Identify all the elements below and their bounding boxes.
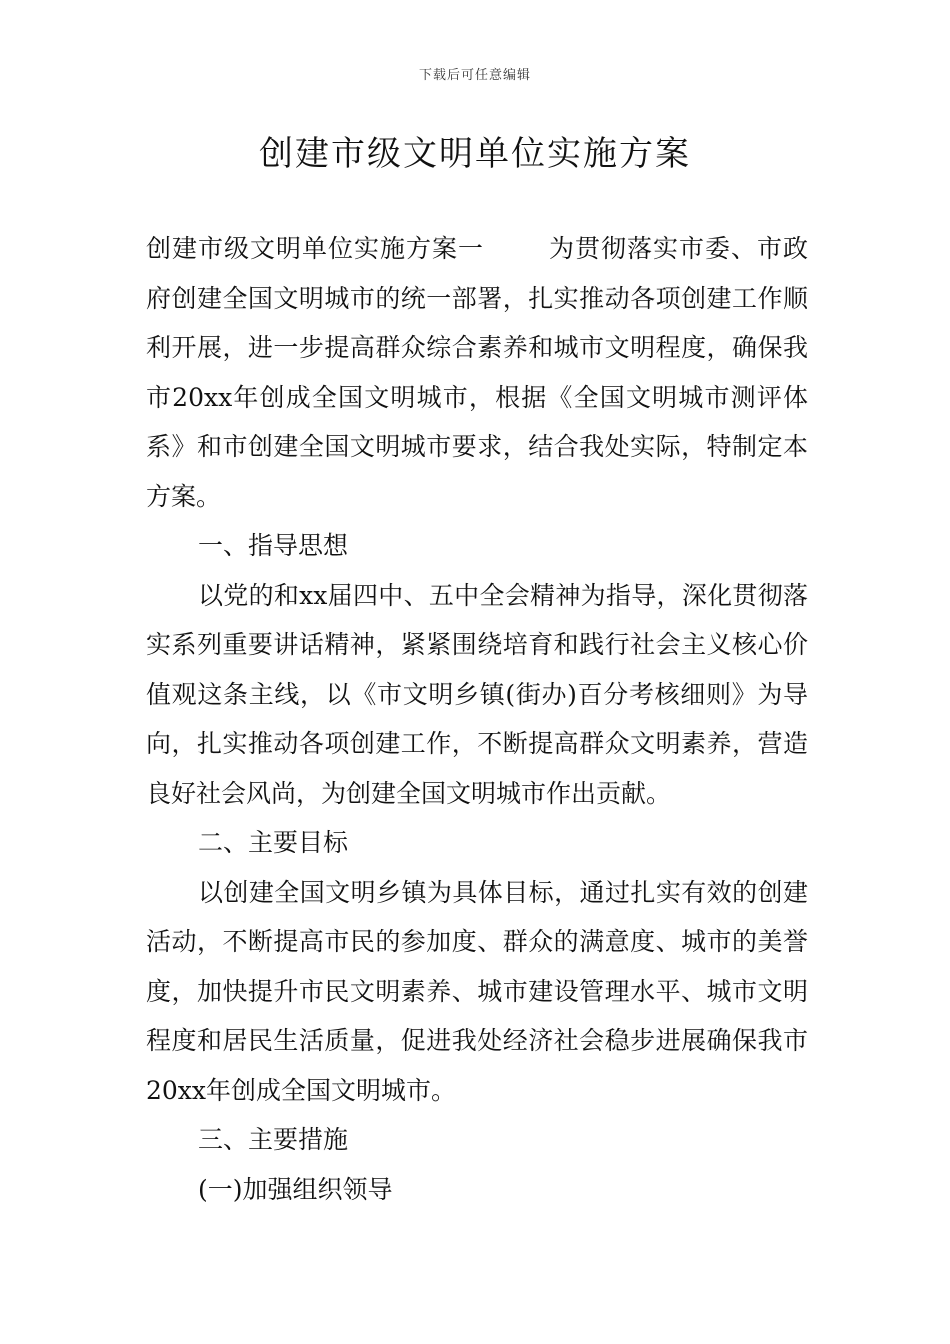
document-title: 创建市级文明单位实施方案 [259,134,691,174]
intro-paragraph [146,224,808,521]
section-heading-main-measures: 三、主要措施 [198,1125,349,1154]
intro-text: 为贯彻落实市委、市政府创建全国文明城市的统一部署，扎实推动各项创建工作顺利开展，进一步提高群众综合素养和城市文明程度，确保我市20xx年创成全国文明城市，根据《全国文明城市测评体系》和市创建全国文明城市要求，结合我处实际，特制定本方案。 [146,234,808,511]
section-paragraph-guiding-thought: 以党的和xx届四中、五中全会精神为指导，深化贯彻落实系列重要讲话精神，紧紧围绕培育和践行社会主义核心价值观这条主线，以《市文明乡镇(街办)百分考核细则》为导向，扎实推动各项创建工作，不断提高群众文明素养，营造良好社会风尚，为创建全国文明城市作出贡献。 [146,580,808,808]
document-body [146,224,808,1214]
section-heading-main-goals: 二、主要目标 [198,828,349,857]
intro-label: 创建市级文明单位实施方案一 [146,234,484,263]
section-heading-guiding-thought: 一、指导思想 [198,531,349,560]
section-paragraph-main-goals: 以创建全国文明乡镇为具体目标，通过扎实有效的创建活动，不断提高市民的参加度、群众的满意度、城市的美誉度，加快提升市民文明素养、城市建设管理水平、城市文明程度和居民生活质量，促进我处经济社会稳步进展确保我市20xx年创成全国文明城市。 [146,877,808,1105]
subsection-heading-leadership: (一)加强组织领导 [198,1174,393,1204]
page-header-note: 下载后可任意编辑 [418,68,531,83]
